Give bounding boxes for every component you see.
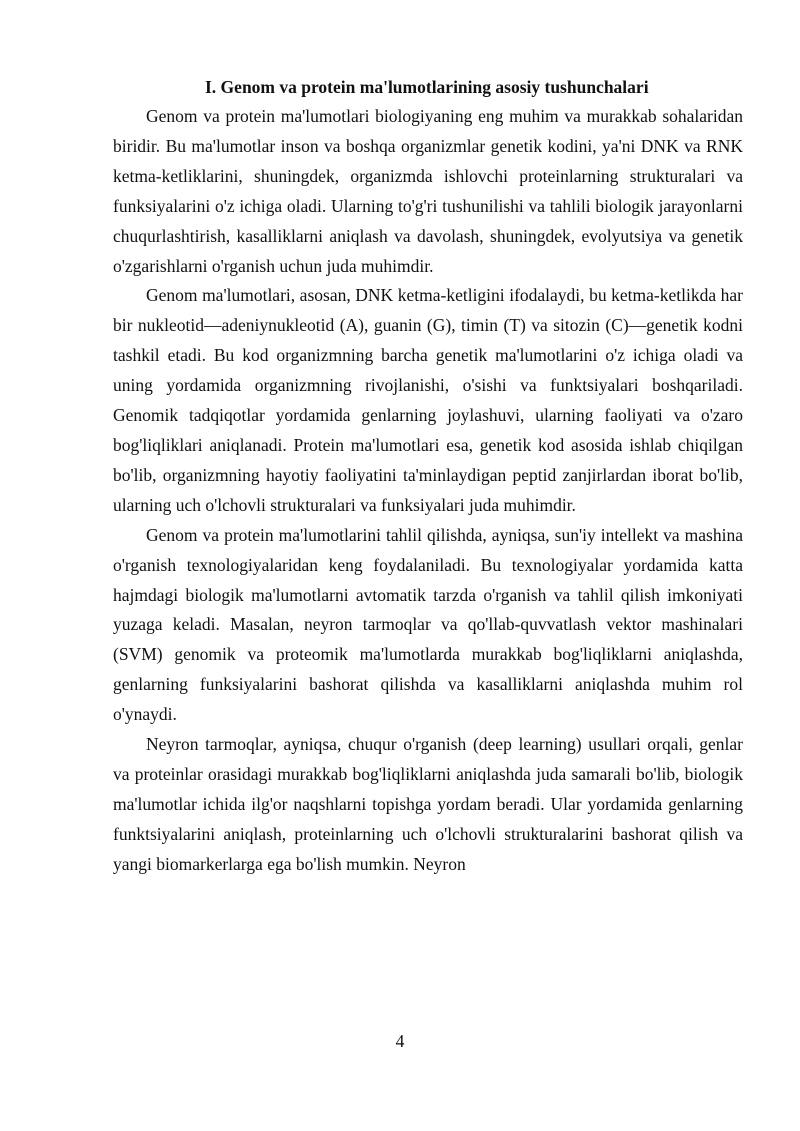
document-page <box>113 72 743 880</box>
paragraph-2: Genom ma'lumotlari, asosan, DNK ketma-ketligini ifodalaydi, bu ketma-ketlikda har bir nukleotid—adeniynukleotid (A), guanin (G), timin (T) va sitozin (C)—genetik kodni tashkil etadi. Bu kod organizmning barcha genetik ma'lumotlarini o'z ichiga oladi va uning yordamida organizmning rivojlanishi, o'sishi va funktsiyalari boshqariladi. Genomik tadqiqotlar yordamida genlarning joylashuvi, ularning faoliyati va o'zaro bog'liqliklari aniqlanadi. Protein ma'lumotlari esa, genetik kod asosida ishlab chiqilgan bo'lib, organizmning hayotiy faoliyatini ta'minlaydigan peptid zanjirlardan iborat bo'lib, ularning uch o'lchovli strukturalari va funksiyalari juda muhimdir. <box>113 285 743 515</box>
paragraph-1: Genom va protein ma'lumotlari biologiyaning eng muhim va murakkab sohalaridan biridir. Bu ma'lumotlar inson va boshqa organizmlar genetik kodini, ya'ni DNK va RNK ketma-ketliklarini, shuningdek, organizmda ishlovchi proteinlarning strukturalari va funksiyalarini o'z ichiga oladi. Ularning to'g'ri tushunilishi va tahlili biologik jarayonlarni chuqurlashtirish, kasalliklarni aniqlash va davolash, shuningdek, evolyutsiya va genetik o'zgarishlarni o'rganish uchun juda muhimdir. <box>113 106 743 276</box>
page-number: 4 <box>395 1031 405 1051</box>
paragraph-4: Neyron tarmoqlar, ayniqsa, chuqur o'rganish (deep learning) usullari orqali, genlar va proteinlar orasidagi murakkab bog'liqliklarni aniqlashda juda samarali bo'lib, biologik ma'lumotlar ichida ilg'or naqshlarni topishga yordam beradi. Ular yordamida genlarning funktsiyalarini aniqlash, proteinlarning uch o'lchovli strukturalarini bashorat qilish va yangi biomarkerlarga ega bo'lish mumkin. Neyron <box>113 734 743 874</box>
section-heading: I. Genom va protein ma'lumotlarining asosiy tushunchalari <box>205 77 649 97</box>
paragraph-3: Genom va protein ma'lumotlarini tahlil qilishda, ayniqsa, sun'iy intellekt va mashina o'rganish texnologiyalaridan keng foydalaniladi. Bu texnologiyalar yordamida katta hajmdagi biologik ma'lumotlarni avtomatik tarzda o'rganish va tahlil qilish imkoniyati yuzaga keladi. Masalan, neyron tarmoqlar va qo'llab-quvvatlash vektor mashinalari (SVM) genomik va proteomik ma'lumotlarda murakkab bog'liqliklarni aniqlashda, genlarning funksiyalarini bashorat qilishda va kasalliklarni aniqlashda muhim rol o'ynaydi. <box>113 524 743 725</box>
